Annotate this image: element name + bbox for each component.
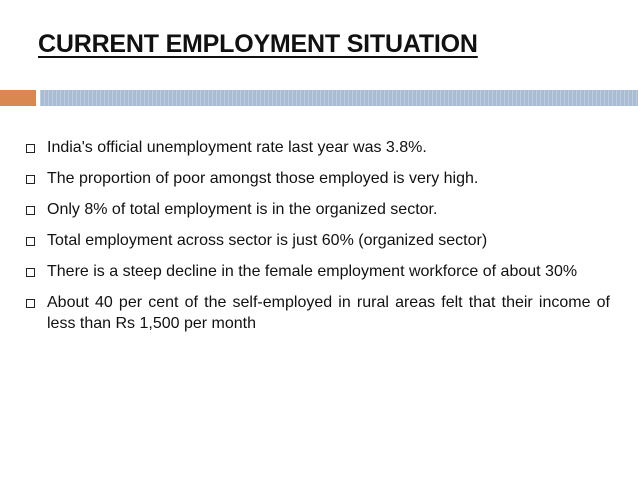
bullet-list [24, 138, 610, 345]
bullet-text: Only 8% of total employment is in the organized sector. [47, 201, 438, 218]
bullet-text: India's official unemployment rate last year was 3.8%. [47, 139, 427, 156]
bullet-item [24, 138, 610, 159]
title-divider-bar [40, 90, 638, 106]
title-accent-bar [0, 90, 36, 106]
bullet-item [24, 293, 610, 334]
bullet-text: Total employment across sector is just 60% (organized sector) [47, 232, 488, 249]
square-bullet-icon [26, 237, 35, 246]
slide-title: CURRENT EMPLOYMENT SITUATION [38, 30, 478, 58]
bullet-text: There is a steep decline in the female employment workforce of about 30% [47, 263, 578, 280]
square-bullet-icon [26, 299, 35, 308]
bullet-item [24, 200, 610, 221]
bullet-item [24, 231, 610, 252]
bullet-item [24, 262, 610, 283]
bullet-item [24, 169, 610, 190]
bullet-text: The proportion of poor amongst those employed is very high. [47, 170, 479, 187]
square-bullet-icon [26, 144, 35, 153]
square-bullet-icon [26, 268, 35, 277]
square-bullet-icon [26, 175, 35, 184]
square-bullet-icon [26, 206, 35, 215]
bullet-text: About 40 per cent of the self-employed in rural areas felt that their income of less than Rs 1,500 per month [47, 294, 610, 332]
